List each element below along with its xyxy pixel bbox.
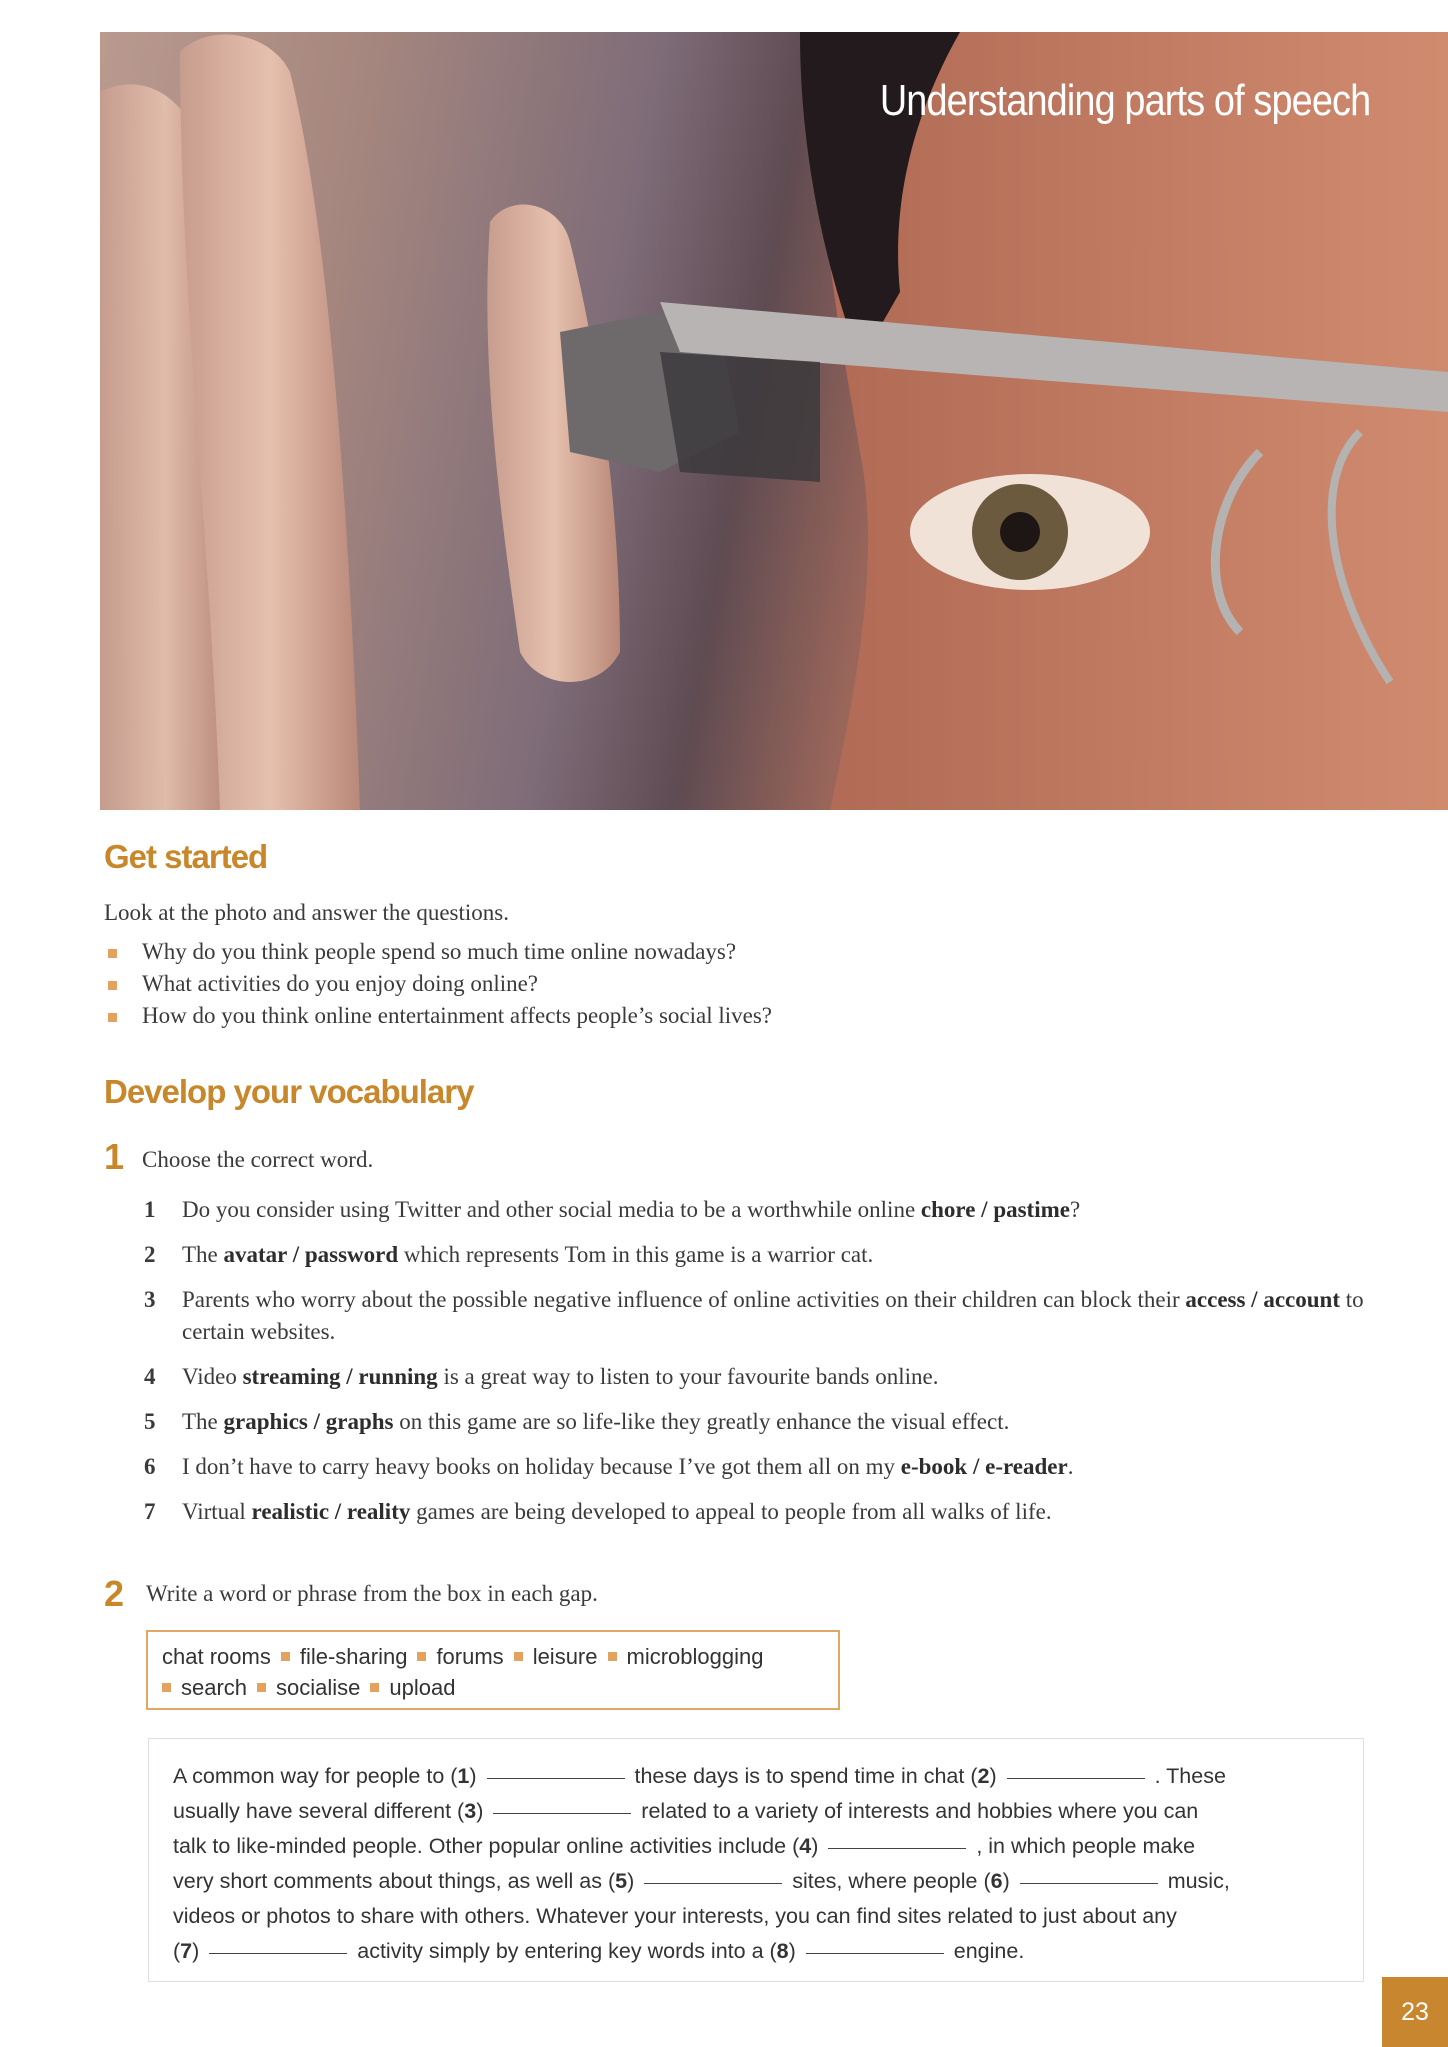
photo-illustration <box>100 32 1448 810</box>
gap-number: 4 <box>799 1834 812 1858</box>
gap-blank-2[interactable] <box>1007 1778 1145 1779</box>
exercise-2-instruction: Write a word or phrase from the box in each gap. <box>146 1581 598 1606</box>
text-line <box>173 1759 1341 1794</box>
item-number: 2 <box>144 1242 156 1267</box>
item-text: is a great way to listen to your favourite bands online. <box>437 1364 939 1389</box>
text-segment: activity simply by entering key words into a ( <box>351 1939 777 1963</box>
word-choice[interactable]: access / account <box>1185 1287 1340 1312</box>
word-option: file-sharing <box>299 1644 408 1669</box>
square-bullet-icon <box>514 1652 523 1661</box>
item-text: ? <box>1069 1197 1081 1222</box>
word-option: microblogging <box>626 1644 764 1669</box>
item-number: 5 <box>144 1409 156 1434</box>
text-segment: these days is to spend time in chat ( <box>628 1764 978 1788</box>
item-number: 1 <box>144 1197 156 1222</box>
item-text: on this game are so life-like they greatly enhance the visual effect. <box>393 1409 1010 1434</box>
word-option: upload <box>389 1675 456 1700</box>
word-option: forums <box>436 1644 504 1669</box>
word-option: socialise <box>276 1675 361 1700</box>
gap-number: 8 <box>776 1939 789 1963</box>
text-segment: A common way for people to ( <box>173 1764 458 1788</box>
exercise-1-item <box>144 1284 1364 1348</box>
question-list <box>104 936 772 1032</box>
item-number: 4 <box>144 1364 156 1389</box>
item-text: . <box>1067 1454 1074 1479</box>
text-segment: related to a variety of interests and hobbies where you can <box>635 1799 1199 1823</box>
get-started-intro: Look at the photo and answer the questions. <box>104 900 509 925</box>
text-segment: ) <box>811 1834 825 1858</box>
question-item: Why do you think people spend so much time online nowadays? <box>104 936 772 968</box>
item-text: I don’t have to carry heavy books on holiday because I’ve got them all on my <box>182 1454 901 1479</box>
text-segment: ) <box>469 1764 483 1788</box>
word-option: leisure <box>532 1644 598 1669</box>
gap-blank-3[interactable] <box>493 1813 631 1814</box>
word-choice[interactable]: chore / pastime <box>920 1197 1070 1222</box>
text-segment: , in which people make <box>970 1834 1196 1858</box>
text-segment: ( <box>173 1939 181 1963</box>
item-number: 6 <box>144 1454 156 1479</box>
gap-fill-text <box>148 1738 1364 1982</box>
exercise-1-item <box>144 1451 1364 1483</box>
word-option: search <box>181 1675 248 1700</box>
item-text: to certain websites. <box>182 1287 1364 1344</box>
page-number: 23 <box>1382 1977 1448 2047</box>
text-line <box>173 1829 1341 1864</box>
text-segment: videos or photos to share with others. Whatever your interests, you can find sites related to just about any <box>173 1904 1177 1928</box>
exercise-1-item <box>144 1406 1364 1438</box>
gap-number: 2 <box>977 1764 990 1788</box>
face-shape <box>818 32 1448 810</box>
exercise-1-item <box>144 1361 1364 1393</box>
square-bullet-icon <box>370 1683 379 1692</box>
develop-vocabulary-heading: Develop your vocabulary <box>104 1073 474 1110</box>
exercise-1-item <box>144 1194 1364 1226</box>
gap-blank-1[interactable] <box>487 1778 625 1779</box>
item-text: Do you consider using Twitter and other social media to be a worthwhile online <box>182 1197 921 1222</box>
page-title: Understanding parts of speech <box>879 76 1370 125</box>
exercise-2-number: 2 <box>104 1573 125 1614</box>
item-text: The <box>182 1409 224 1434</box>
word-choice[interactable]: avatar / password <box>223 1242 399 1267</box>
gap-number: 3 <box>464 1799 477 1823</box>
exercise-1-instruction: Choose the correct word. <box>142 1147 374 1172</box>
word-box <box>146 1630 840 1710</box>
gap-number: 5 <box>615 1869 628 1893</box>
square-bullet-icon <box>162 1683 171 1692</box>
gap-blank-8[interactable] <box>806 1953 944 1954</box>
text-segment: sites, where people ( <box>786 1869 991 1893</box>
exercise-1-item <box>144 1239 1364 1271</box>
item-text: which represents Tom in this game is a warrior cat. <box>398 1242 874 1267</box>
text-line <box>173 1899 1341 1934</box>
glasses-display <box>660 352 820 482</box>
gap-number: 7 <box>180 1939 193 1963</box>
text-segment: . These <box>1148 1764 1226 1788</box>
word-choice[interactable]: graphics / graphs <box>223 1409 394 1434</box>
exercise-1-number: 1 <box>104 1136 125 1177</box>
text-segment: ) <box>476 1799 490 1823</box>
get-started-heading: Get started <box>104 838 268 875</box>
text-segment: ) <box>1002 1869 1016 1893</box>
gap-blank-6[interactable] <box>1020 1883 1158 1884</box>
text-segment: usually have several different ( <box>173 1799 465 1823</box>
gap-number: 6 <box>990 1869 1003 1893</box>
word-choice[interactable]: realistic / reality <box>251 1499 411 1524</box>
text-line <box>173 1934 1341 1969</box>
gap-blank-7[interactable] <box>209 1953 347 1954</box>
gap-number: 1 <box>457 1764 470 1788</box>
item-text: games are being developed to appeal to people from all walks of life. <box>410 1499 1052 1524</box>
text-segment: engine. <box>947 1939 1025 1963</box>
word-choice[interactable]: e-book / e-reader <box>900 1454 1068 1479</box>
item-text: Parents who worry about the possible negative influence of online activities on their children can block their <box>182 1287 1186 1312</box>
question-item: What activities do you enjoy doing online? <box>104 968 772 1000</box>
item-number: 7 <box>144 1499 156 1524</box>
text-segment: very short comments about things, as well as ( <box>173 1869 616 1893</box>
square-bullet-icon <box>257 1683 266 1692</box>
square-bullet-icon <box>281 1652 290 1661</box>
text-line <box>173 1864 1341 1899</box>
square-bullet-icon <box>417 1652 426 1661</box>
item-number: 3 <box>144 1287 156 1312</box>
exercise-1-item <box>144 1496 1364 1528</box>
gap-blank-4[interactable] <box>828 1848 966 1849</box>
word-option: chat rooms <box>162 1644 271 1669</box>
eye-pupil <box>1000 512 1040 552</box>
text-line <box>173 1794 1341 1829</box>
header-photo <box>100 32 1448 810</box>
text-segment: ) <box>989 1764 1003 1788</box>
text-segment: ) <box>192 1939 206 1963</box>
text-segment: ) <box>788 1939 802 1963</box>
text-segment: music, <box>1161 1869 1230 1893</box>
question-item: How do you think online entertainment affects people’s social lives? <box>104 1000 772 1032</box>
square-bullet-icon <box>608 1652 617 1661</box>
text-segment: ) <box>627 1869 641 1893</box>
item-text: The <box>182 1242 224 1267</box>
gap-blank-5[interactable] <box>644 1883 782 1884</box>
text-segment: talk to like-minded people. Other popular online activities include ( <box>173 1834 800 1858</box>
item-text: Virtual <box>182 1499 252 1524</box>
word-choice[interactable]: streaming / running <box>242 1364 438 1389</box>
exercise-1-list <box>144 1194 1364 1541</box>
item-text: Video <box>182 1364 243 1389</box>
